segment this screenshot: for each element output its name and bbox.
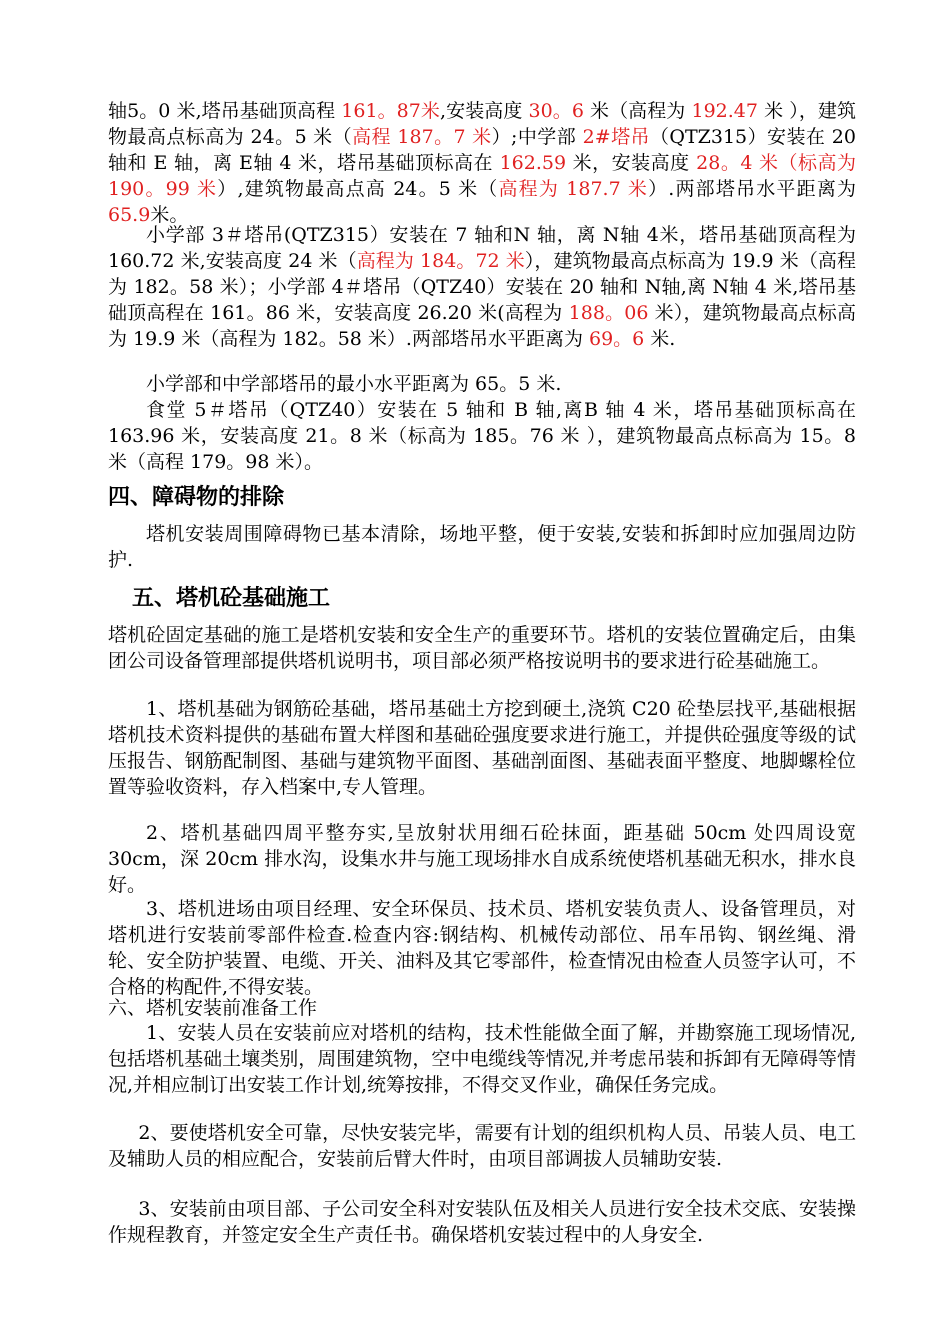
- highlighted-value: 161。87米: [341, 100, 441, 122]
- text-run: 米（高程为: [583, 100, 692, 122]
- paragraph-min-distance: 小学部和中学部塔吊的最小水平距离为 65。5 米.: [146, 373, 562, 395]
- highlighted-value: 69。6: [589, 328, 645, 350]
- text-run: ）;中学部: [491, 126, 583, 148]
- text-run: ），建筑物最高点标高为 19.9 米（高程为 182。58 米）；小学部 4＃塔吊（QTZ40）安装在 20 轴和 N轴,离 N轴 4 米,塔吊基础顶高程在 161。86 米，安装高度 26.20 米(高程为: [108, 250, 856, 324]
- highlighted-value: 高程为 187.7 米: [498, 178, 649, 200]
- highlighted-value: 30。6: [528, 100, 584, 122]
- highlighted-value: 2#塔吊: [582, 126, 650, 148]
- text-run: 米），建筑物最高点标高为 19.9 米（高程为 182。58 米）.两部塔吊水平距离为: [108, 302, 856, 350]
- highlighted-value: 188。06: [568, 302, 649, 324]
- highlighted-value: 65.9: [108, 204, 151, 226]
- text-run: 小学部 3＃塔吊(QTZ315）安装在 7 轴和N 轴，离 N轴 4米，塔吊基础顶高程为 160.72 米,安装高度 24 米（: [108, 224, 856, 272]
- paragraph-prep-item-2: 2、要使塔机安全可靠，尽快安装完毕，需要有计划的组织机构人员、吊装人员、电工及辅助人员的相应配合，安装前后臂大件时，由项目部调拔人员辅助安装.: [108, 1122, 856, 1170]
- paragraph-prep-item-3: 3、安装前由项目部、子公司安全科对安装队伍及相关人员进行安全技术交底、安装操作规程教育，并签定安全生产责任书。确保塔机安装过程中的人身安全.: [108, 1198, 856, 1246]
- paragraph-foundation-item-1: 1、塔机基础为钢筋砼基础，塔吊基础土方挖到硬土,浇筑 C20 砼垫层找平,基础根据塔机技术资料提供的基础布置大样图和基础砼强度要求进行施工，并提供砼强度等级的试压报告、钢筋配制图、基础与建筑物平面图、基础剖面图、基础表面平整度、地脚螺栓位置等验收资料，存入档案中,专人管理。: [108, 698, 856, 798]
- paragraph-tower-crane-3-4: [108, 222, 856, 352]
- text-run: 米。: [150, 204, 189, 226]
- paragraph-tower-crane-5: 食堂 5＃塔吊（QTZ40）安装在 5 轴和 B 轴,离B 轴 4 米，塔吊基础顶标高在 163.96 米，安装高度 21。8 米（标高为 185。76 米 ），建筑物最高点标高为 15。8 米（高程 179。98 米）。: [108, 399, 856, 473]
- text-run: 米 ），建筑物最高点标高为 24。5 米（: [108, 100, 856, 148]
- paragraph-foundation-item-3: 3、塔机进场由项目经理、安全环保员、技术员、塔机安装负责人、设备管理员，对塔机进行安装前零部件检查.检查内容:钢结构、机械传动部位、吊车吊钩、钢丝绳、滑轮、安全防护装置、电缆、开关、油料及其它零部件，检查情况由检查人员签字认可，不合格的构配件,不得安装。: [108, 898, 856, 998]
- text-run: 轴5。0 米,塔吊基础顶高程: [108, 100, 342, 122]
- highlighted-value: 高程 187。7 米: [352, 126, 492, 148]
- highlighted-value: 28。4 米（标高为 190。99 米: [108, 152, 856, 200]
- text-run: 米，安装高度: [566, 152, 697, 174]
- text-run: ）,建筑物最高点高 24。5 米（: [217, 178, 499, 200]
- heading-pre-installation: 六、塔机安装前准备工作: [108, 997, 318, 1019]
- text-run: ,安装高度: [440, 100, 529, 122]
- heading-obstacle-removal: 四、障碍物的排除: [108, 485, 285, 510]
- paragraph-prep-item-1: 1、安装人员在安装前应对塔机的结构，技术性能做全面了解，并勘察施工现场情况,包括塔机基础土壤类别，周围建筑物，空中电缆线等情况,并考虑吊装和拆卸有无障碍等情况,并相应制订出安装工作计划,统筹按排，不得交叉作业，确保任务完成。: [108, 1022, 856, 1096]
- paragraph-foundation-intro: 塔机砼固定基础的施工是塔机安装和安全生产的重要环节。塔机的安装位置确定后，由集团公司设备管理部提供塔机说明书，项目部必须严格按说明书的要求进行砼基础施工。: [108, 624, 856, 672]
- paragraph-obstacle-removal: 塔机安装周围障碍物已基本清除，场地平整，便于安装,安装和拆卸时应加强周边防护.: [108, 523, 856, 571]
- highlighted-value: 高程为 184。72 米: [356, 250, 525, 272]
- text-run: （QTZ315）安装在 20 轴和 E 轴，离 E轴 4 米，塔吊基础顶标高在: [108, 126, 856, 174]
- text-run: 米.: [644, 328, 676, 350]
- paragraph-tower-crane-1-2: [108, 98, 856, 228]
- paragraph-foundation-item-2: 2、塔机基础四周平整夯实,呈放射状用细石砼抹面，距基础 50cm 处四周设宽 30cm，深 20cm 排水沟，设集水井与施工现场排水自成系统使塔机基础无积水，排水良好。: [108, 822, 856, 896]
- text-run: ）.两部塔吊水平距离为: [648, 178, 857, 200]
- heading-foundation-construction: 五、塔机砼基础施工: [132, 586, 331, 611]
- highlighted-value: 162.59: [499, 152, 567, 174]
- highlighted-value: 192.47: [691, 100, 758, 122]
